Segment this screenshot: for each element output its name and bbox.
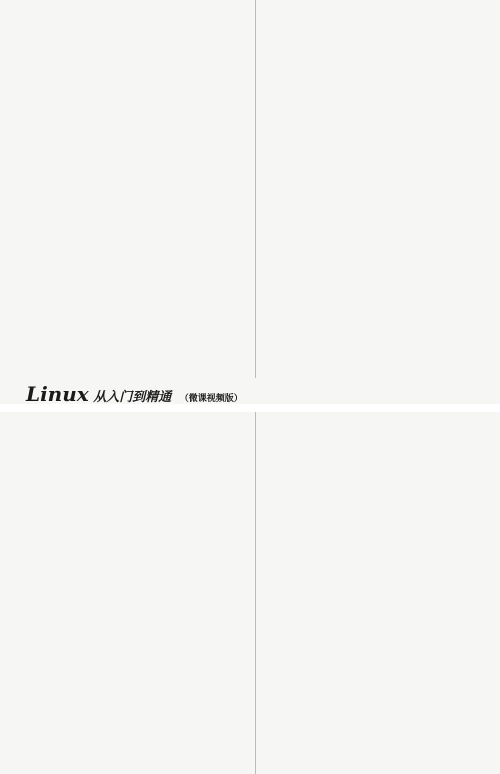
column-separator xyxy=(255,0,256,378)
footer-title: 从入门到精通 xyxy=(93,390,172,404)
page-gap xyxy=(0,404,500,412)
footer-brand: Linux xyxy=(26,382,89,404)
toc-page-2 xyxy=(0,412,500,774)
book-footer xyxy=(26,382,243,404)
column-separator xyxy=(255,412,256,774)
footer-subtitle: （微课视频版） xyxy=(179,394,243,404)
